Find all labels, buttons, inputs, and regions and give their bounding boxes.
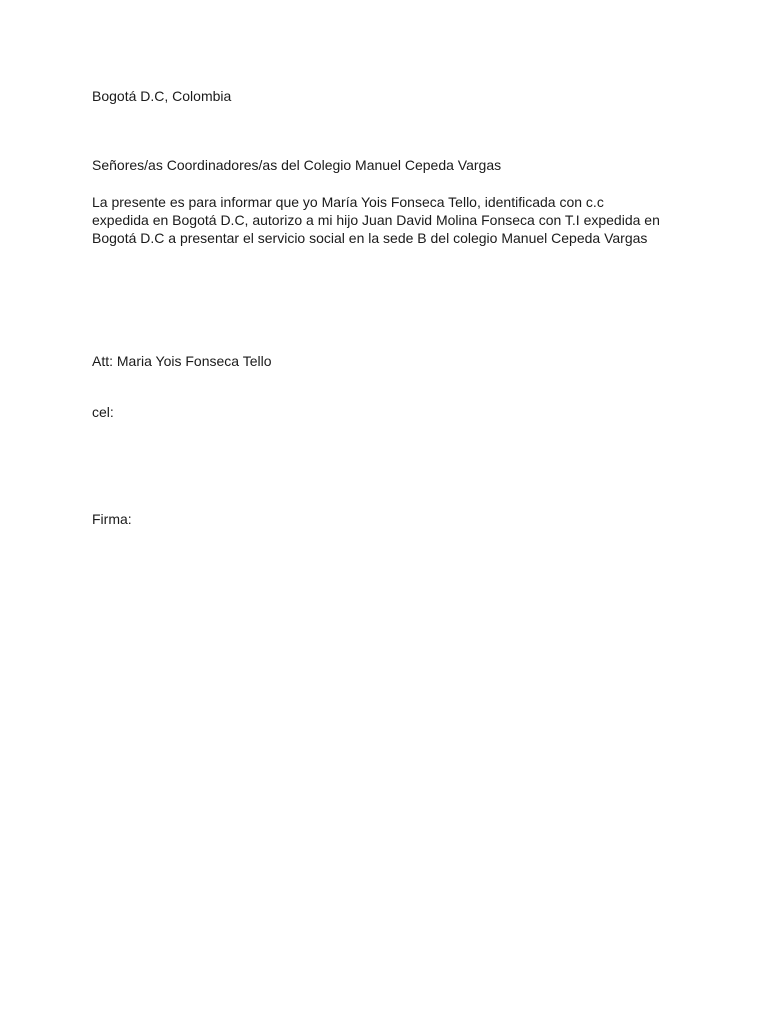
recipient-line: Señores/as Coordinadores/as del Colegio Manuel Cepeda Vargas <box>92 157 502 173</box>
attention-line: Att: Maria Yois Fonseca Tello <box>92 353 272 369</box>
body-line: expedida en Bogotá D.C, autorizo a mi hijo Juan David Molina Fonseca con T.I expedida en <box>92 212 660 228</box>
letter-body <box>92 193 692 247</box>
place-and-location: Bogotá D.C, Colombia <box>92 88 232 104</box>
cel-label: cel: <box>92 404 114 420</box>
body-line: La presente es para informar que yo María Yois Fonseca Tello, identificada con c.c <box>92 194 604 210</box>
signature-label: Firma: <box>92 511 132 527</box>
body-line: Bogotá D.C a presentar el servicio social en la sede B del colegio Manuel Cepeda Vargas <box>92 230 648 246</box>
